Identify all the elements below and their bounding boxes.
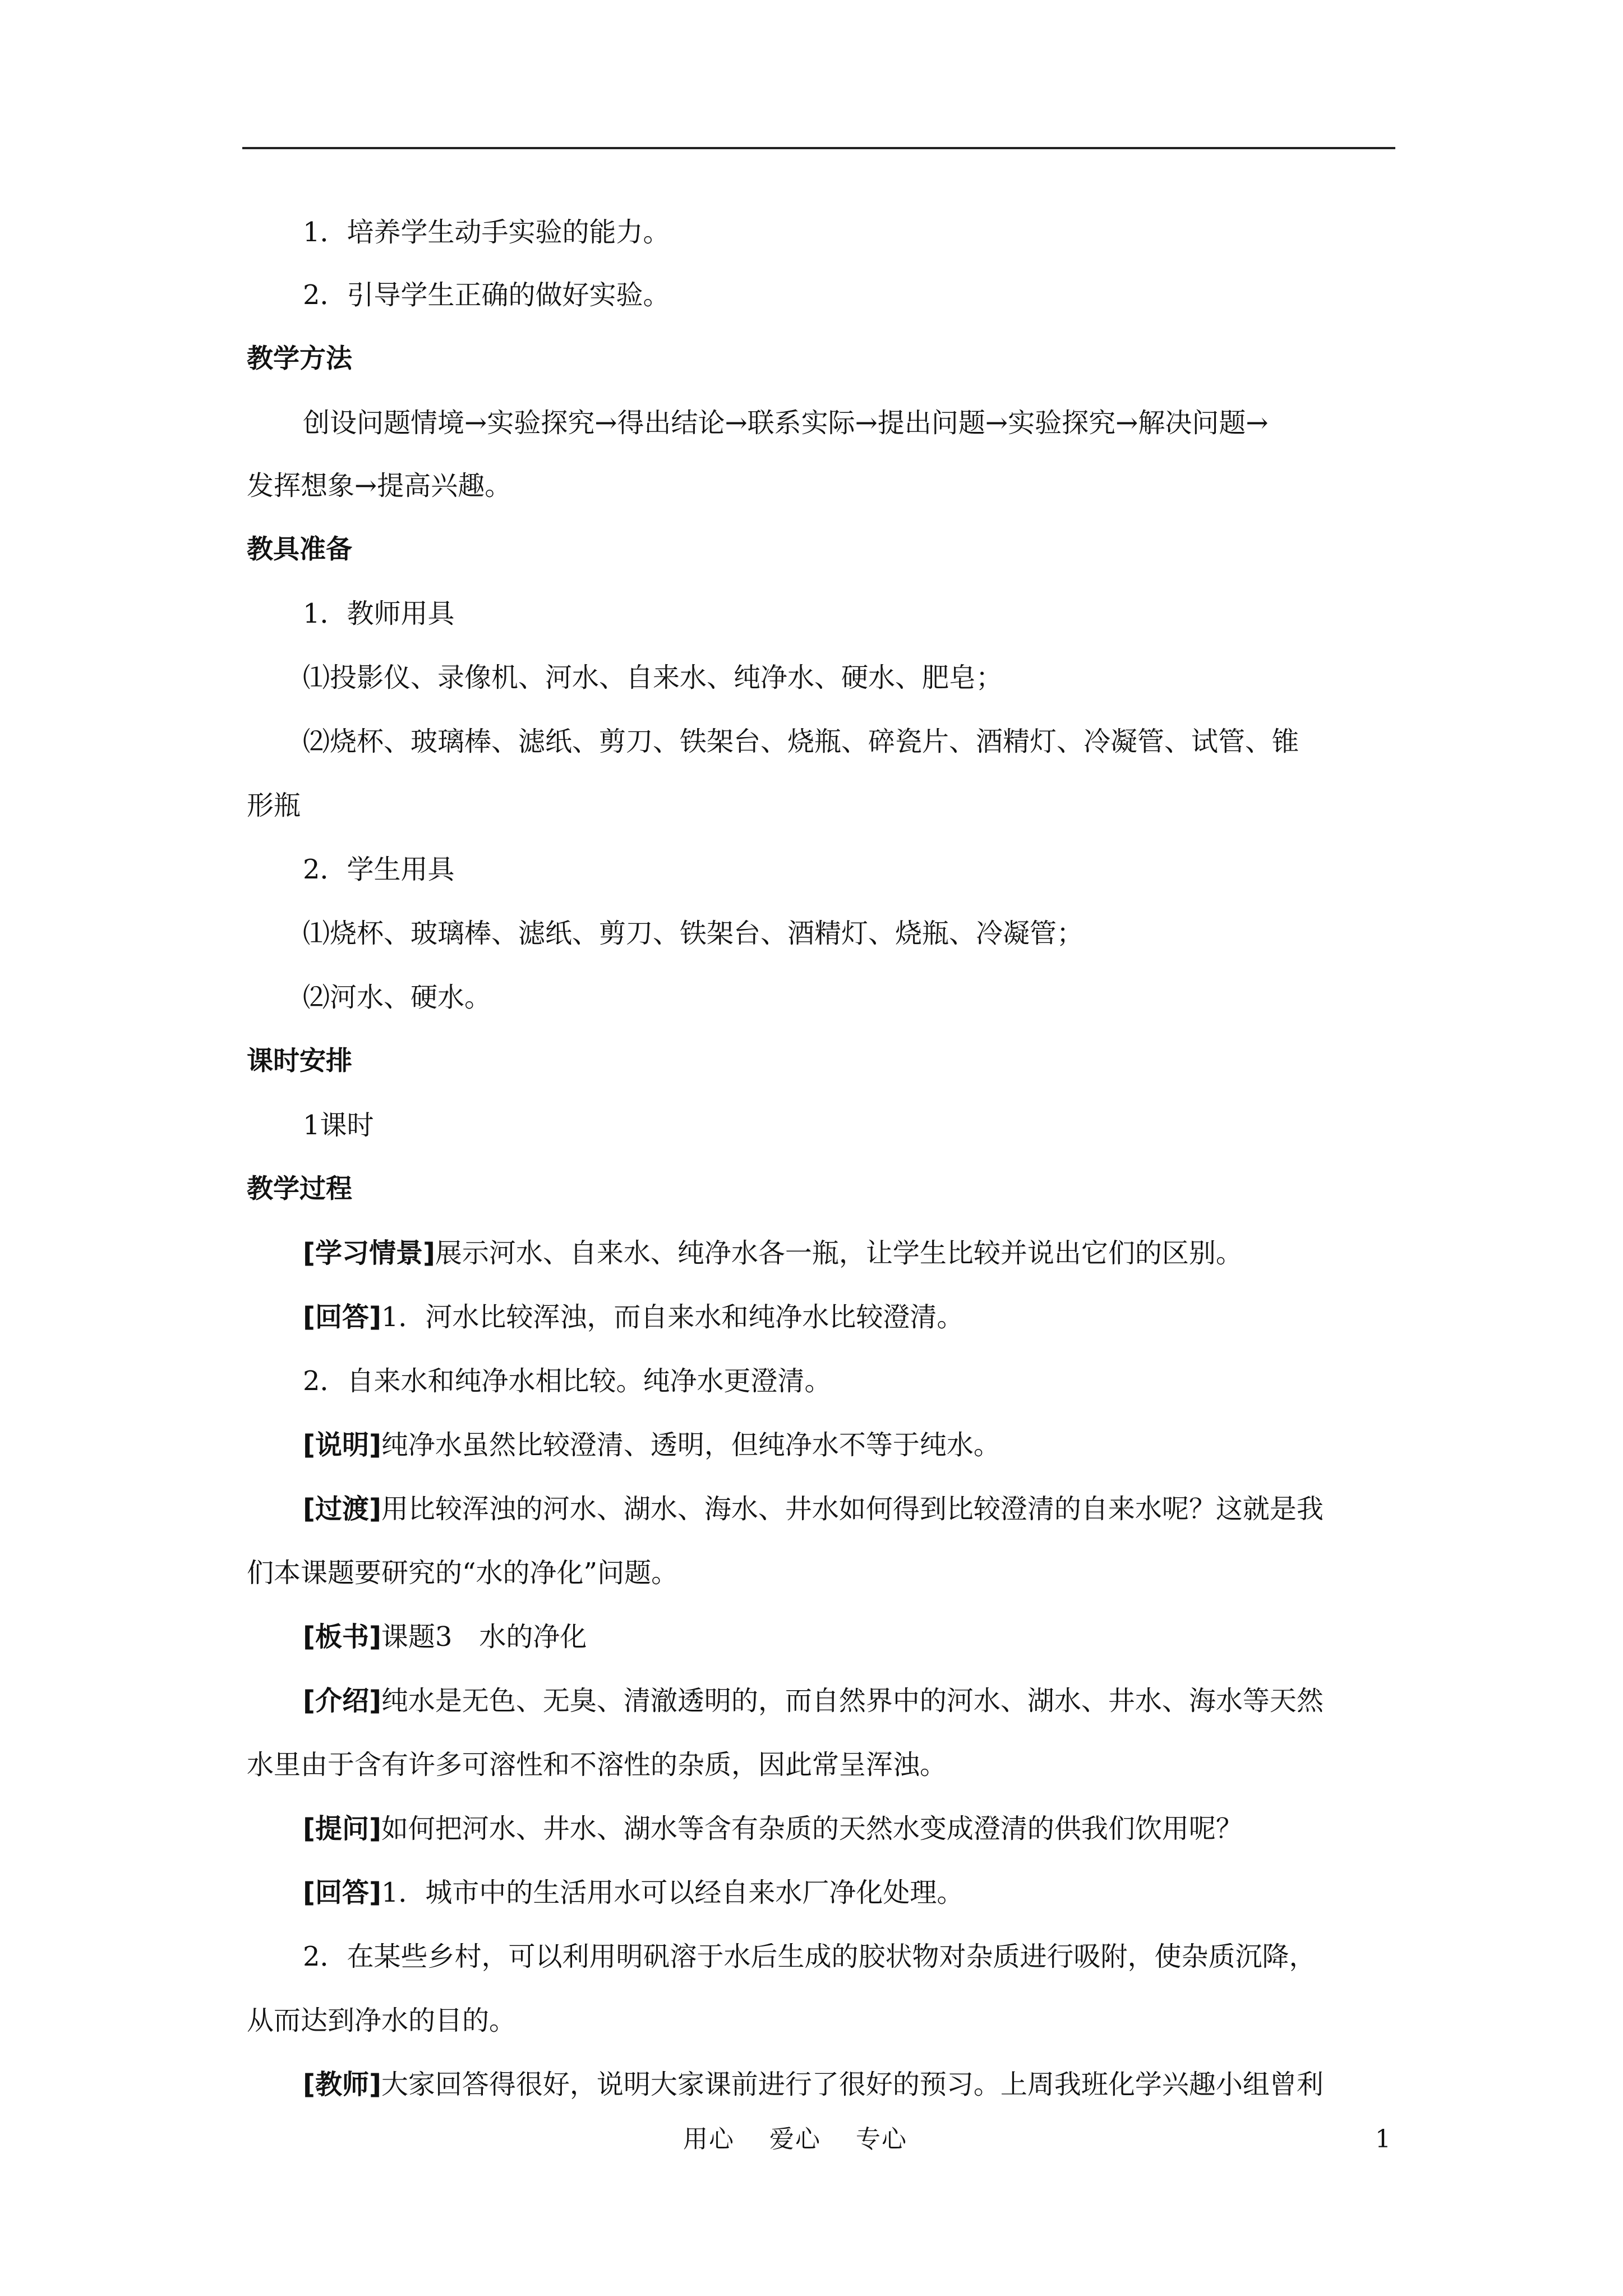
dialogue-text: 水里由于含有许多可溶性和不溶性的杂质，因此常呈浑浊。 <box>247 1749 947 1780</box>
dialogue-line <box>247 1236 1391 1270</box>
dialogue-tag: [说明] <box>303 1429 381 1461</box>
section-heading-teaching-method: 教学方法 <box>247 343 352 374</box>
teacher-tools-item-2: ⑵烧杯、玻璃棒、滤纸、剪刀、铁架台、烧瓶、碎瓷片、酒精灯、冷凝管、试管、锥 <box>303 726 1299 757</box>
teacher-tools-label: 1．教师用具 <box>303 598 455 629</box>
dialogue-line <box>247 1300 1391 1334</box>
student-tools-item-1: ⑴烧杯、玻璃棒、滤纸、剪刀、铁架台、酒精灯、烧瓶、冷凝管； <box>303 918 1084 949</box>
dialogue-text: 1．城市中的生活用水可以经自来水厂净化处理。 <box>381 1877 964 1908</box>
dialogue-tag: [介绍] <box>303 1685 381 1717</box>
dialogue-line <box>247 1748 1391 1782</box>
dialogue-line <box>247 1940 1391 1973</box>
teaching-method-text-cont: 发挥想象→提高兴趣。 <box>247 470 512 501</box>
dialogue-line <box>247 1684 1391 1718</box>
dialogue-text: 展示河水、自来水、纯净水各一瓶，让学生比较并说出它们的区别。 <box>435 1237 1243 1269</box>
dialogue-tag: [回答] <box>303 1877 381 1908</box>
dialogue-text: 2．自来水和纯净水相比较。纯净水更澄清。 <box>303 1365 832 1397</box>
dialogue-tag: [教师] <box>303 2069 381 2100</box>
dialogue-line <box>247 1492 1391 1526</box>
dialogue-text: 纯水是无色、无臭、清澈透明的，而自然界中的河水、湖水、井水、海水等天然 <box>381 1685 1324 1717</box>
dialogue-tag: [学习情景] <box>303 1237 435 1269</box>
student-tools-label: 2．学生用具 <box>303 854 455 885</box>
dialogue-line <box>247 1364 1391 1398</box>
dialogue-line <box>247 1812 1391 1846</box>
dialogue-text: 纯净水虽然比较澄清、透明，但纯净水不等于纯水。 <box>381 1429 1000 1461</box>
dialogue-text: 2．在某些乡村，可以利用明矾溶于水后生成的胶状物对杂质进行吸附，使杂质沉降， <box>303 1941 1316 1972</box>
dialogue-tag: [板书] <box>303 1621 381 1653</box>
objective-item-1: 1．培养学生动手实验的能力。 <box>303 217 670 248</box>
dialogue-line <box>247 1876 1391 1910</box>
dialogue-text: 大家回答得很好，说明大家课前进行了很好的预习。上周我班化学兴趣小组曾利 <box>381 2069 1324 2100</box>
dialogue-text: 们本课题要研究的“水的净化”问题。 <box>247 1557 679 1589</box>
student-tools-item-2: ⑵河水、硬水。 <box>303 982 492 1013</box>
header-rule <box>242 147 1395 149</box>
section-heading-process: 教学过程 <box>247 1174 352 1204</box>
dialogue-text: 1．河水比较浑浊，而自来水和纯净水比较澄清。 <box>381 1301 964 1333</box>
section-heading-schedule: 课时安排 <box>247 1046 352 1076</box>
dialogue-line <box>247 1556 1391 1590</box>
section-heading-tools: 教具准备 <box>247 534 352 565</box>
dialogue-tag: [回答] <box>303 1301 381 1333</box>
teacher-tools-item-2-cont: 形瓶 <box>247 790 301 821</box>
dialogue-line <box>247 1620 1391 1654</box>
dialogue-tag: [过渡] <box>303 1493 381 1525</box>
objective-item-2: 2．引导学生正确的做好实验。 <box>303 279 670 311</box>
page-number: 1 <box>1375 2125 1391 2154</box>
dialogue-text: 课题3 水的净化 <box>381 1621 587 1653</box>
dialogue-line <box>247 2004 1391 2037</box>
teaching-method-text: 创设问题情境→实验探究→得出结论→联系实际→提出问题→实验探究→解决问题→ <box>303 407 1269 439</box>
dialogue-line <box>247 2068 1391 2101</box>
dialogue-text: 如何把河水、井水、湖水等含有杂质的天然水变成澄清的供我们饮用呢？ <box>381 1813 1243 1844</box>
schedule-text: 1课时 <box>303 1110 374 1141</box>
dialogue-text: 用比较浑浊的河水、湖水、海水、井水如何得到比较澄清的自来水呢？这就是我 <box>381 1493 1324 1525</box>
footer-slogan: 用心 爱心 专心 <box>683 2125 907 2154</box>
dialogue-line <box>247 1428 1391 1462</box>
teacher-tools-item-1: ⑴投影仪、录像机、河水、自来水、纯净水、硬水、肥皂； <box>303 662 1003 693</box>
dialogue-tag: [提问] <box>303 1813 381 1844</box>
dialogue-text: 从而达到净水的目的。 <box>247 2005 517 2036</box>
